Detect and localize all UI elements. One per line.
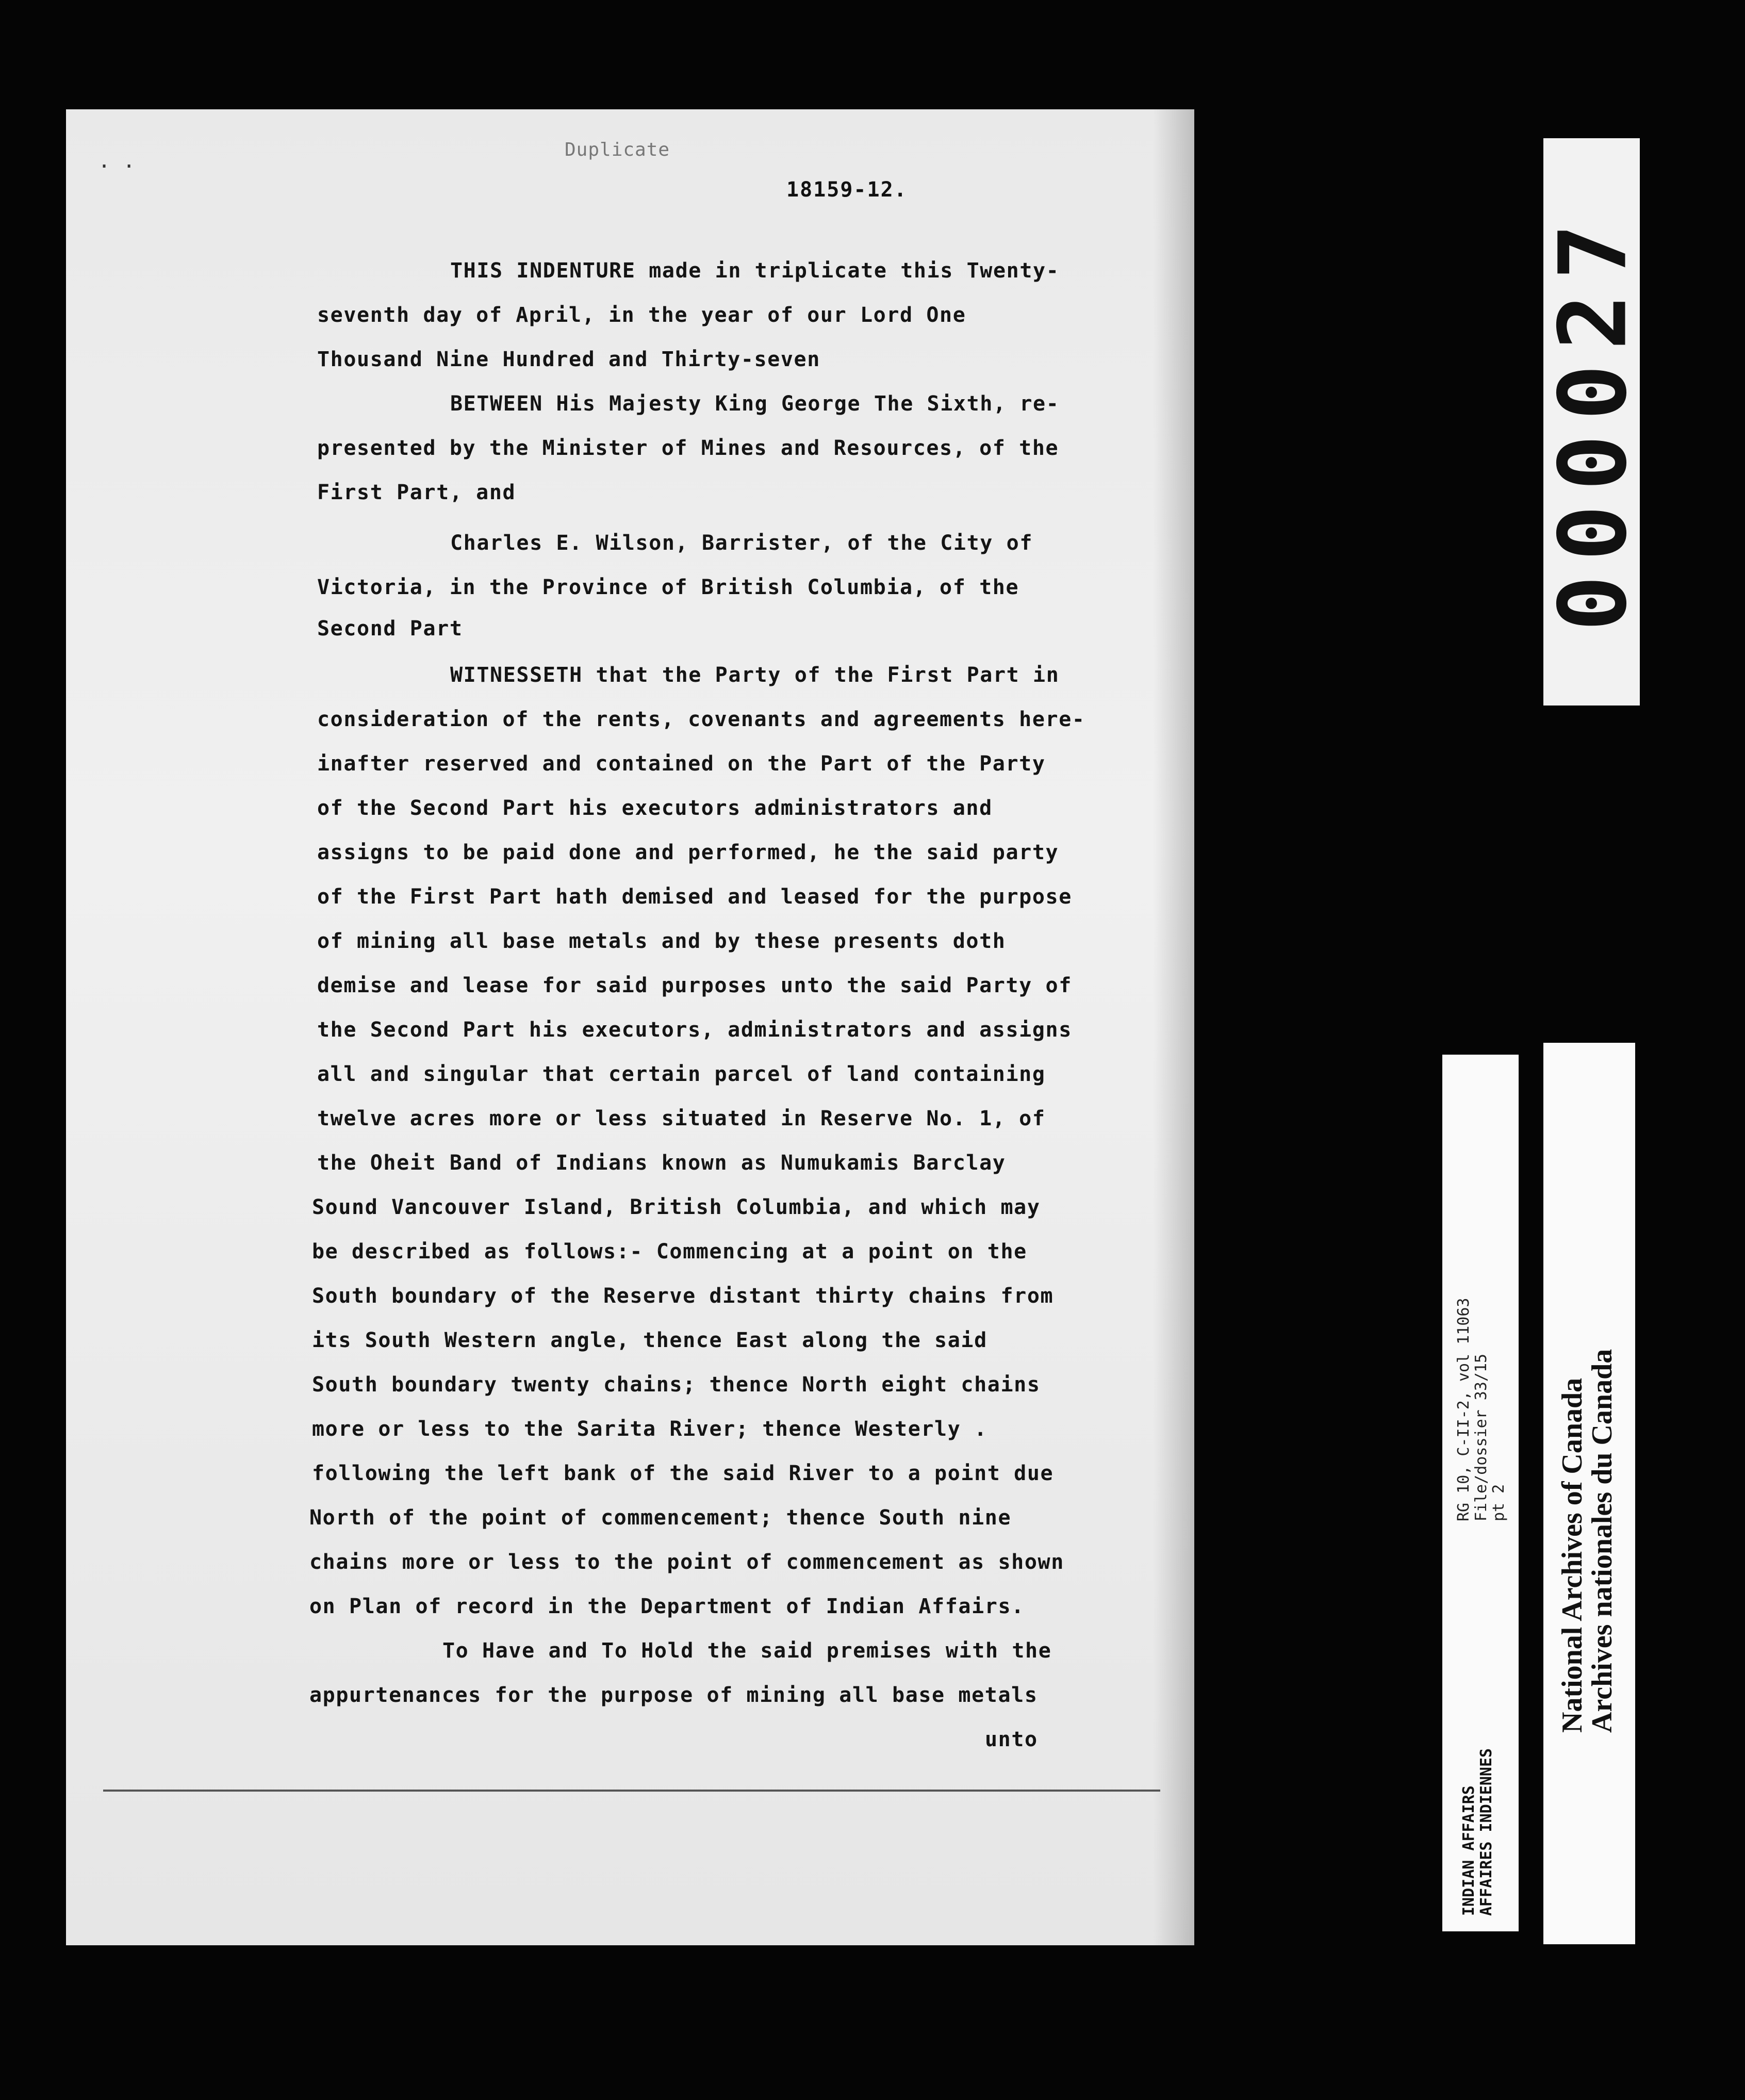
text-line: inafter reserved and contained on the Part of the Party	[317, 752, 1046, 776]
text-line: of mining all base metals and by these presents doth	[317, 929, 1006, 953]
department-text	[1460, 1748, 1495, 1916]
text-line: the Oheit Band of Indians known as Numukamis Barclay	[317, 1151, 1006, 1175]
text-line: more or less to the Sarita River; thence Westerly .	[312, 1417, 987, 1441]
text-line: demise and lease for said purposes unto the said Party of	[317, 974, 1072, 997]
text-line: Charles E. Wilson, Barrister, of the City of	[450, 531, 1033, 555]
text-line: To Have and To Hold the said premises with the	[442, 1639, 1052, 1663]
text-line: the Second Part his executors, administrators and assigns	[317, 1018, 1072, 1042]
department-line: AFFAIRES INDIENNES	[1477, 1748, 1495, 1916]
text-line: Sound Vancouver Island, British Columbia, and which may	[312, 1195, 1041, 1219]
text-line: seventh day of April, in the year of our Lord One	[317, 303, 966, 327]
text-line: First Part, and	[317, 481, 516, 504]
text-line: chains more or less to the point of commencement as shown	[309, 1550, 1064, 1574]
frame-counter: 000027	[1539, 209, 1648, 632]
page-fold-edge	[103, 1790, 1160, 1792]
text-line: WITNESSETH that the Party of the First Part in	[450, 663, 1060, 687]
text-line: assigns to be paid done and performed, he the said party	[317, 841, 1059, 864]
archives-text	[1557, 1349, 1617, 1733]
archives-line: National Archives of Canada	[1556, 1377, 1588, 1733]
file-number: 18159-12.	[786, 178, 908, 202]
reference-text	[1455, 1298, 1508, 1521]
page-shadow	[1153, 109, 1194, 1945]
text-line: appurtenances for the purpose of mining all base metals	[309, 1683, 1038, 1707]
text-line: Thousand Nine Hundred and Thirty-seven	[317, 348, 820, 371]
department-line: INDIAN AFFAIRS	[1460, 1785, 1478, 1916]
text-line: on Plan of record in the Department of Indian Affairs.	[309, 1595, 1025, 1618]
page-specks: · ·	[98, 155, 136, 178]
text-line: all and singular that certain parcel of land containing	[317, 1062, 1046, 1086]
reference-line: pt 2	[1490, 1484, 1508, 1521]
text-line: consideration of the rents, covenants and agreements here-	[317, 708, 1085, 731]
text-line: of the Second Part his executors administrators and	[317, 796, 993, 820]
text-line: BETWEEN His Majesty King George The Sixth, re-	[450, 392, 1060, 416]
text-line: South boundary twenty chains; thence North eight chains	[312, 1373, 1041, 1397]
text-line: Second Part	[317, 617, 463, 641]
text-line: presented by the Minister of Mines and Resources, of the	[317, 436, 1059, 460]
text-line: of the First Part hath demised and leased for the purpose	[317, 885, 1072, 909]
text-line: following the left bank of the said River to a point due	[312, 1462, 1054, 1485]
text-line: South boundary of the Reserve distant thirty chains from	[312, 1284, 1054, 1308]
text-line: THIS INDENTURE made in triplicate this Twenty-	[450, 259, 1060, 283]
reference-line: RG 10, C-II-2, vol 11063	[1455, 1298, 1473, 1521]
archives-line: Archives nationales du Canada	[1586, 1349, 1618, 1733]
duplicate-stamp: Duplicate	[565, 139, 670, 160]
text-line: unto	[985, 1728, 1038, 1751]
text-line: its South Western angle, thence East along the said	[312, 1328, 987, 1352]
text-line: be described as follows:- Commencing at a point on the	[312, 1240, 1027, 1264]
text-line: North of the point of commencement; thence South nine	[309, 1506, 1012, 1530]
text-line: twelve acres more or less situated in Reserve No. 1, of	[317, 1107, 1046, 1130]
reference-line: File/dossier 33/15	[1472, 1353, 1490, 1521]
text-line: Victoria, in the Province of British Columbia, of the	[317, 576, 1019, 599]
